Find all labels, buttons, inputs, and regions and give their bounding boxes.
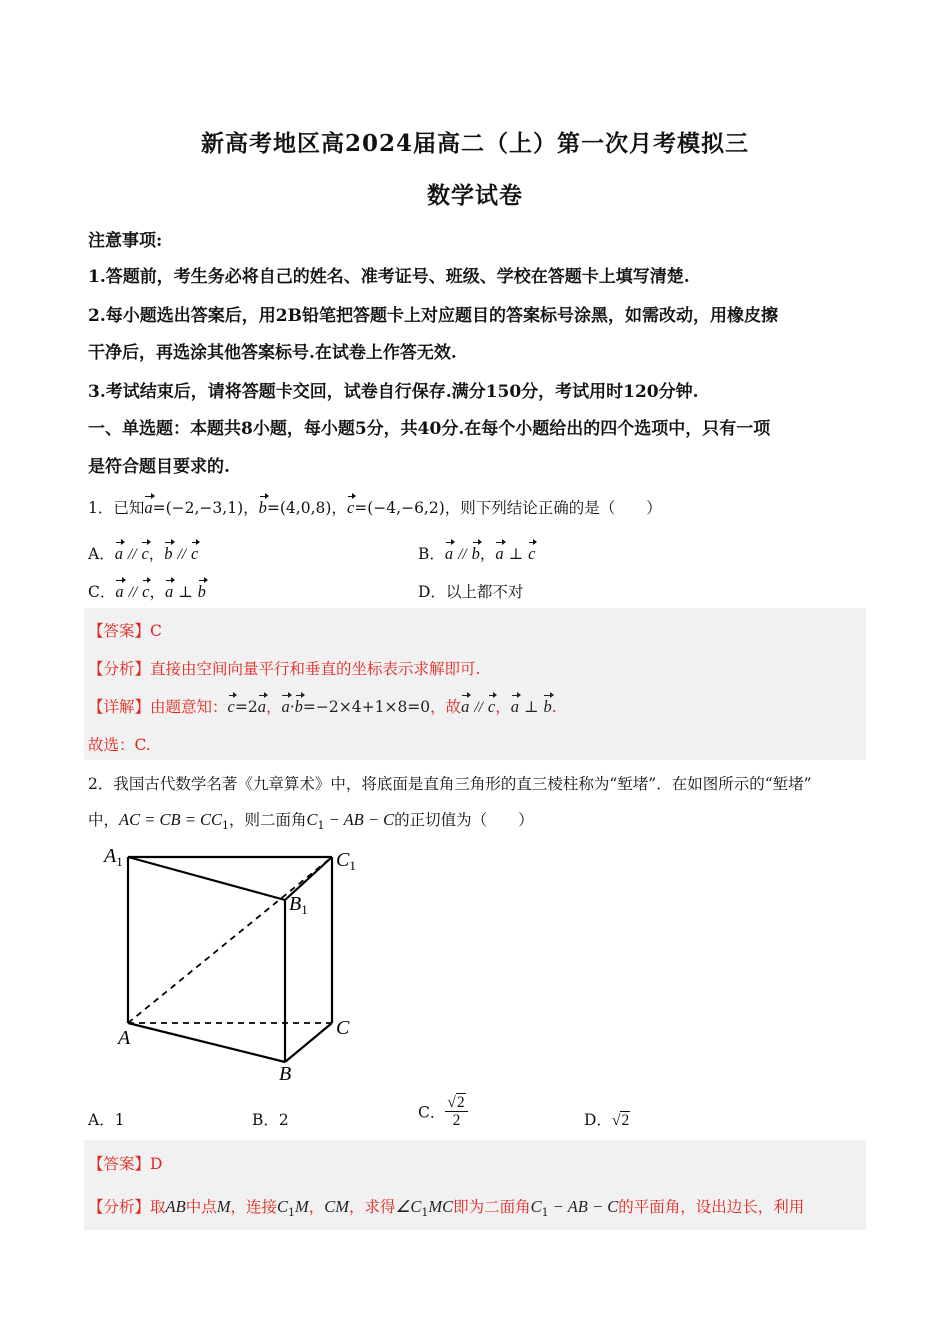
question-2-stem-line-1: 2．我国古代数学名著《九章算术》中，将底面是直角三角形的直三棱柱称为“堑堵”．在如图所示的“堑堵”: [88, 775, 812, 793]
question-1-option-a: A．a // c，b // c: [88, 544, 199, 563]
vector-a: a: [144, 498, 153, 517]
section-heading-line-1: 一、单选题：本题共8小题，每小题5分，共40分.在每个小题给出的四个选项中，只有一项: [88, 419, 771, 439]
label-B: B: [279, 1063, 292, 1085]
question-1-option-d: D．以上都不对: [418, 583, 524, 601]
question-2-answer: 【答案】D: [88, 1155, 163, 1173]
question-1-option-c: C．a // c，a ⊥ b: [88, 582, 206, 601]
edge-A1-B1: [128, 857, 285, 900]
notice-heading: 注意事项:: [88, 231, 163, 251]
question-2-stem-line-2: 中，AC = CB = $CC_1$，则二面角$C_1$ − AB − C的正切值为（ ）: [88, 810, 534, 833]
question-1-answer: 【答案】C: [88, 622, 162, 640]
section-heading-line-2: 是符合题目要求的.: [88, 457, 230, 477]
edge-B-C: [285, 1023, 332, 1062]
label-A: A: [118, 1027, 131, 1049]
vector-c: c: [346, 498, 355, 517]
exam-subtitle: 数学试卷: [427, 182, 523, 209]
question-2-option-b: B．2: [252, 1111, 289, 1129]
question-1-option-b: B．a // b，a ⊥ c: [418, 544, 536, 563]
exam-title: 新高考地区高2024届高二（上）第一次月考模拟三: [200, 130, 749, 157]
question-1-analysis: 【分析】直接由空间向量平行和垂直的坐标表示求解即可.: [88, 660, 481, 678]
edge-A-B: [128, 1023, 285, 1062]
question-2-analysis: 【分析】取AB中点M，连接$C_1M$，CM，求得$\angle C_1MC$即为二面角$C_1$ − AB − C的平面角，设出边长，利用: [88, 1197, 805, 1220]
label-C: C: [336, 1017, 350, 1039]
label-C1: $C_1$: [336, 849, 356, 873]
label-B1: $B_1$: [289, 893, 308, 917]
question-1-conclusion: 故选：C.: [88, 736, 151, 754]
prism-figure: [100, 840, 380, 1090]
question-1-stem: 1．已知a=(−2,−3,1)，b=(4,0,8)，c=(−4,−6,2)，则下列结论正确的是（ ）: [88, 498, 662, 517]
notice-item-2-line-2: 干净后，再选涂其他答案标号.在试卷上作答无效.: [88, 343, 457, 363]
hidden-edge-A-C1: [128, 857, 332, 1023]
label-A1: $A_1$: [104, 845, 123, 869]
notice-item-3: 3.考试结束后，请将答题卡交回，试卷自行保存.满分150分，考试用时120分钟.: [88, 382, 699, 402]
question-2-option-c: C． $\frac{√2}{2}$: [418, 1094, 468, 1129]
question-1-solution-box: [84, 608, 866, 760]
question-2-option-d: D．√2: [584, 1111, 630, 1129]
notice-item-2-line-1: 2.每小题选出答案后，用2B铅笔把答题卡上对应题目的答案标号涂黑，如需改动，用橡皮擦: [88, 306, 778, 326]
question-2-option-a: A．1: [88, 1111, 125, 1129]
question-1-detail: 【详解】由题意知：c=2a，a·b=−2×4+1×8=0，故a // c，a ⊥ b.: [88, 697, 557, 716]
notice-item-1: 1.答题前，考生务必将自己的姓名、准考证号、班级、学校在答题卡上填写清楚.: [88, 267, 690, 287]
vector-b: b: [258, 498, 267, 517]
